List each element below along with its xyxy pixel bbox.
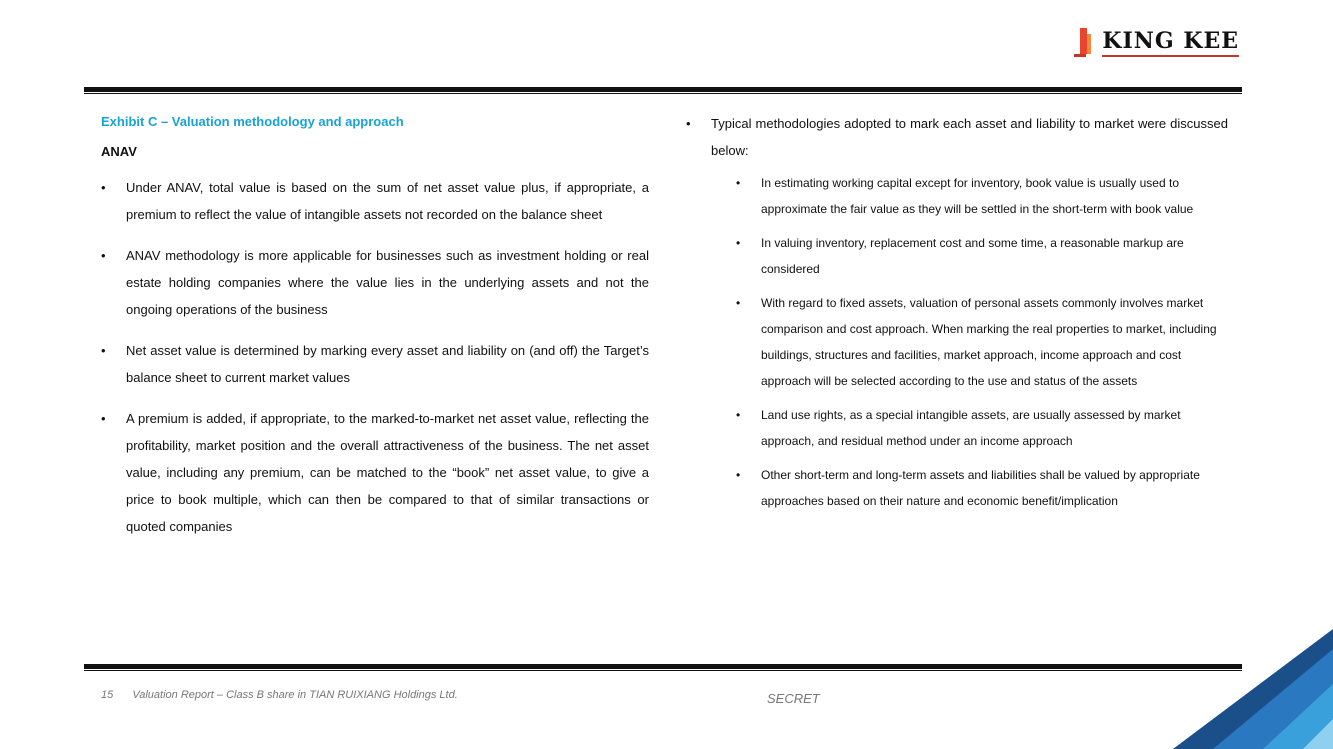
classification-label: SECRET [767, 691, 820, 706]
exhibit-title: Exhibit C – Valuation methodology and approach [101, 114, 404, 129]
bottom-rule [84, 664, 1242, 669]
bullet-icon: • [101, 248, 106, 263]
list-item-text: With regard to fixed assets, valuation of personal assets commonly involves market comparison and cost approach. When marking the real properties to market, including buildings, structures and facilities, market approach, income approach and cost approach will be selected according to the use and status of the assets [761, 296, 1217, 388]
main-bullet [686, 110, 1228, 164]
list-item [101, 242, 649, 323]
left-bullet-list [101, 174, 649, 540]
top-rule [84, 87, 1242, 92]
king-kee-logo [1074, 27, 1239, 59]
bullet-icon: • [736, 236, 741, 250]
list-item [101, 174, 649, 228]
report-title: Valuation Report – Class B share in TIAN RUIXIANG Holdings Ltd. [132, 689, 458, 701]
bottom-rule-thin [84, 670, 1242, 671]
list-item-text: Other short-term and long-term assets and liabilities shall be valued by appropriate approaches based on their nature and economic benefit/implication [761, 468, 1200, 508]
sub-bullet-list [686, 170, 1228, 514]
list-item-text: In estimating working capital except for inventory, book value is usually used to approximate the fair value as they will be settled in the short-term with book value [761, 176, 1194, 216]
list-item-text: Under ANAV, total value is based on the sum of net asset value plus, if appropriate, a premium to reflect the value of intangible assets not recorded on the balance sheet [126, 180, 649, 222]
list-item [736, 402, 1228, 454]
bullet-icon: • [101, 411, 106, 426]
bullet-icon: • [101, 343, 106, 358]
logo-text: KING KEE [1102, 29, 1239, 57]
right-column [686, 110, 1228, 522]
footer [101, 689, 458, 701]
list-item [736, 462, 1228, 514]
logo-mark-icon [1074, 28, 1096, 58]
list-item-text: Net asset value is determined by marking every asset and liability on (and off) the Target’s balance sheet to current market values [126, 343, 649, 385]
list-item [736, 230, 1228, 282]
bullet-icon: • [736, 176, 741, 190]
list-item [736, 290, 1228, 394]
bullet-icon: • [736, 408, 741, 422]
corner-decoration-icon [1153, 629, 1333, 749]
list-item-text: ANAV methodology is more applicable for businesses such as investment holding or real estate holding companies where the value lies in the underlying assets and not the ongoing operations of the business [126, 248, 649, 317]
list-item-text: In valuing inventory, replacement cost and some time, a reasonable markup are considered [761, 236, 1184, 276]
page-number: 15 [101, 689, 114, 701]
list-item [101, 337, 649, 391]
list-item-text: Land use rights, as a special intangible assets, are usually assessed by market approach, and residual method under an income approach [761, 408, 1181, 448]
bullet-icon: • [736, 296, 741, 310]
list-item [736, 170, 1228, 222]
list-item [101, 405, 649, 540]
left-column [101, 112, 649, 554]
bullet-icon: • [101, 180, 106, 195]
bullet-icon: • [736, 468, 741, 482]
section-heading: ANAV [101, 144, 137, 159]
list-item-text: A premium is added, if appropriate, to the marked-to-market net asset value, reflecting the profitability, market position and the overall attractiveness of the business. The net asset value, including any premium, can be matched to the “book” net asset value, to give a price to book multiple, which can then be compared to that of similar transactions or quoted companies [126, 411, 649, 534]
top-rule-thin [84, 93, 1242, 94]
bullet-icon: • [686, 116, 691, 131]
main-bullet-text: Typical methodologies adopted to mark each asset and liability to market were discussed below: [711, 116, 1228, 158]
